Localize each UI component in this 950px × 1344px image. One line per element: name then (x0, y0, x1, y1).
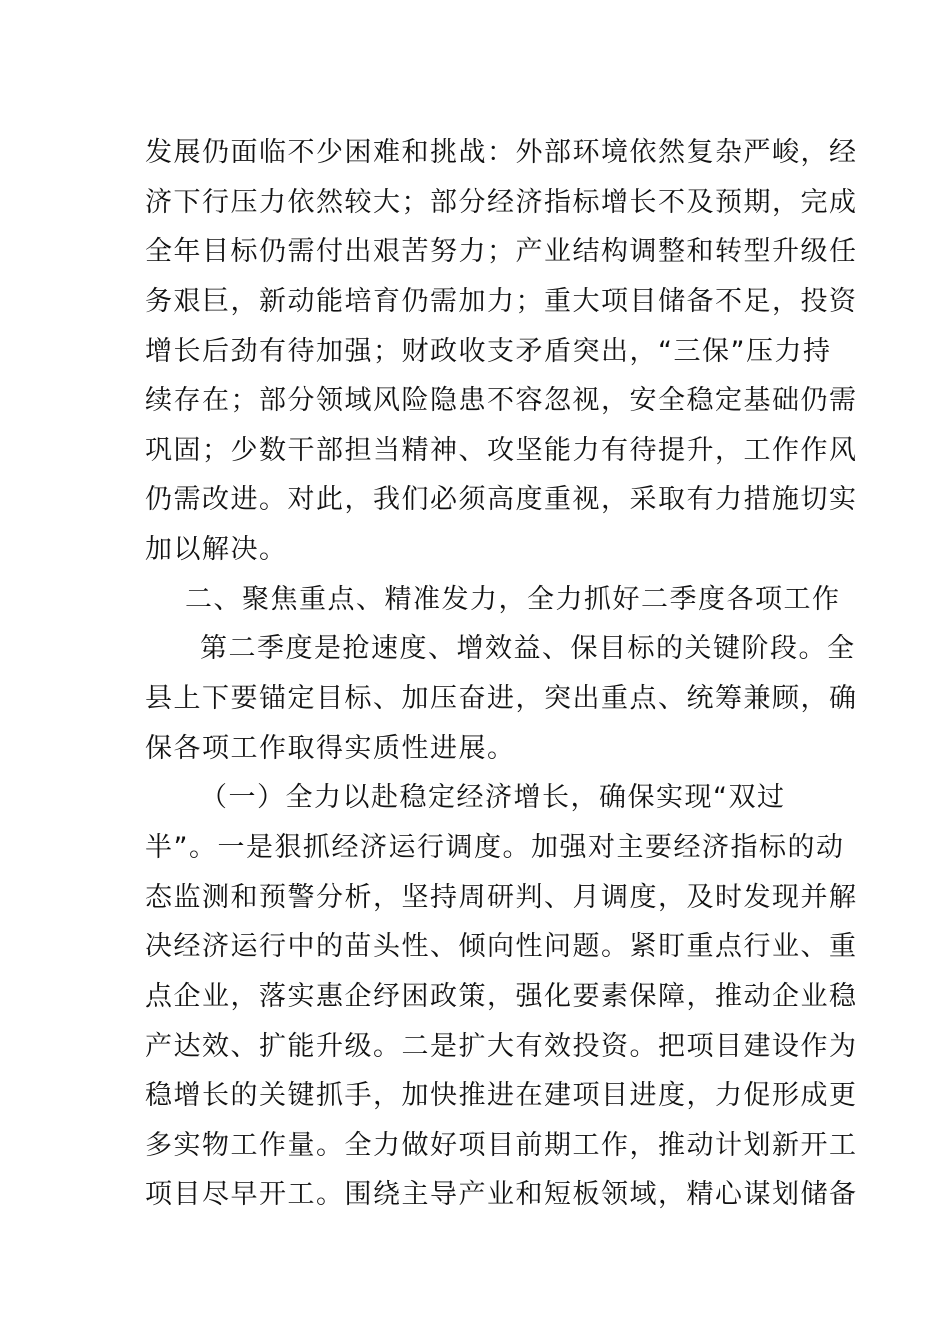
text-line: （一）全力以赴稳定经济增长，确保实现“双过 (200, 782, 786, 814)
document-page (145, 128, 858, 1220)
paragraph-second-quarter (145, 624, 858, 773)
text-line: 半”。一是狠抓经济运行调度。加强对主要经济指标的动 (145, 831, 845, 863)
text-line: 保各项工作取得实质性进展。 (145, 732, 516, 764)
text-line: 巩固；少数干部担当精神、攻坚能力有待提升，工作作风 (145, 434, 858, 466)
text-line: 续存在；部分领域风险隐患不容忽视，安全稳定基础仍需 (145, 385, 858, 417)
text-line: 全年目标仍需付出艰苦努力；产业结构调整和转型升级任 (145, 236, 858, 268)
text-line: 发展仍面临不少困难和挑战：外部环境依然复杂严峻，经 (145, 137, 858, 168)
paragraph-stabilize-growth (145, 773, 858, 1220)
text-line: 多实物工作量。全力做好项目前期工作，推动计划新开工 (145, 1129, 858, 1161)
text-line: 态监测和预警分析，坚持周研判、月调度，及时发现并解 (145, 881, 858, 913)
text-line: 济下行压力依然较大；部分经济指标增长不及预期，完成 (145, 186, 858, 218)
text-line: 仍需改进。对此，我们必须高度重视，采取有力措施切实 (145, 484, 858, 516)
text-line: 稳增长的关键抓手，加快推进在建项目进度，力促形成更 (145, 1080, 858, 1112)
text-line: 产达效、扩能升级。二是扩大有效投资。把项目建设作为 (145, 1030, 858, 1062)
text-line: 县上下要锚定目标、加压奋进，突出重点、统筹兼顾，确 (145, 683, 858, 715)
paragraph-difficulties (145, 128, 858, 575)
text-line: 决经济运行中的苗头性、倾向性问题。紧盯重点行业、重 (145, 931, 858, 963)
text-line: 增长后劲有待加强；财政收支矛盾突出，“三保”压力持 (145, 335, 832, 367)
section-heading: 二、聚焦重点、精准发力，全力抓好二季度各项工作 (185, 583, 841, 615)
text-line: 第二季度是抢速度、增效益、保目标的关键阶段。全 (200, 633, 856, 665)
text-line: 点企业，落实惠企纾困政策，强化要素保障，推动企业稳 (145, 980, 858, 1012)
text-line: 加以解决。 (145, 534, 288, 566)
text-line: 务艰巨，新动能培育仍需加力；重大项目储备不足，投资 (145, 285, 858, 317)
text-line: 项目尽早开工。围绕主导产业和短板领域，精心谋划储备 (145, 1179, 858, 1211)
